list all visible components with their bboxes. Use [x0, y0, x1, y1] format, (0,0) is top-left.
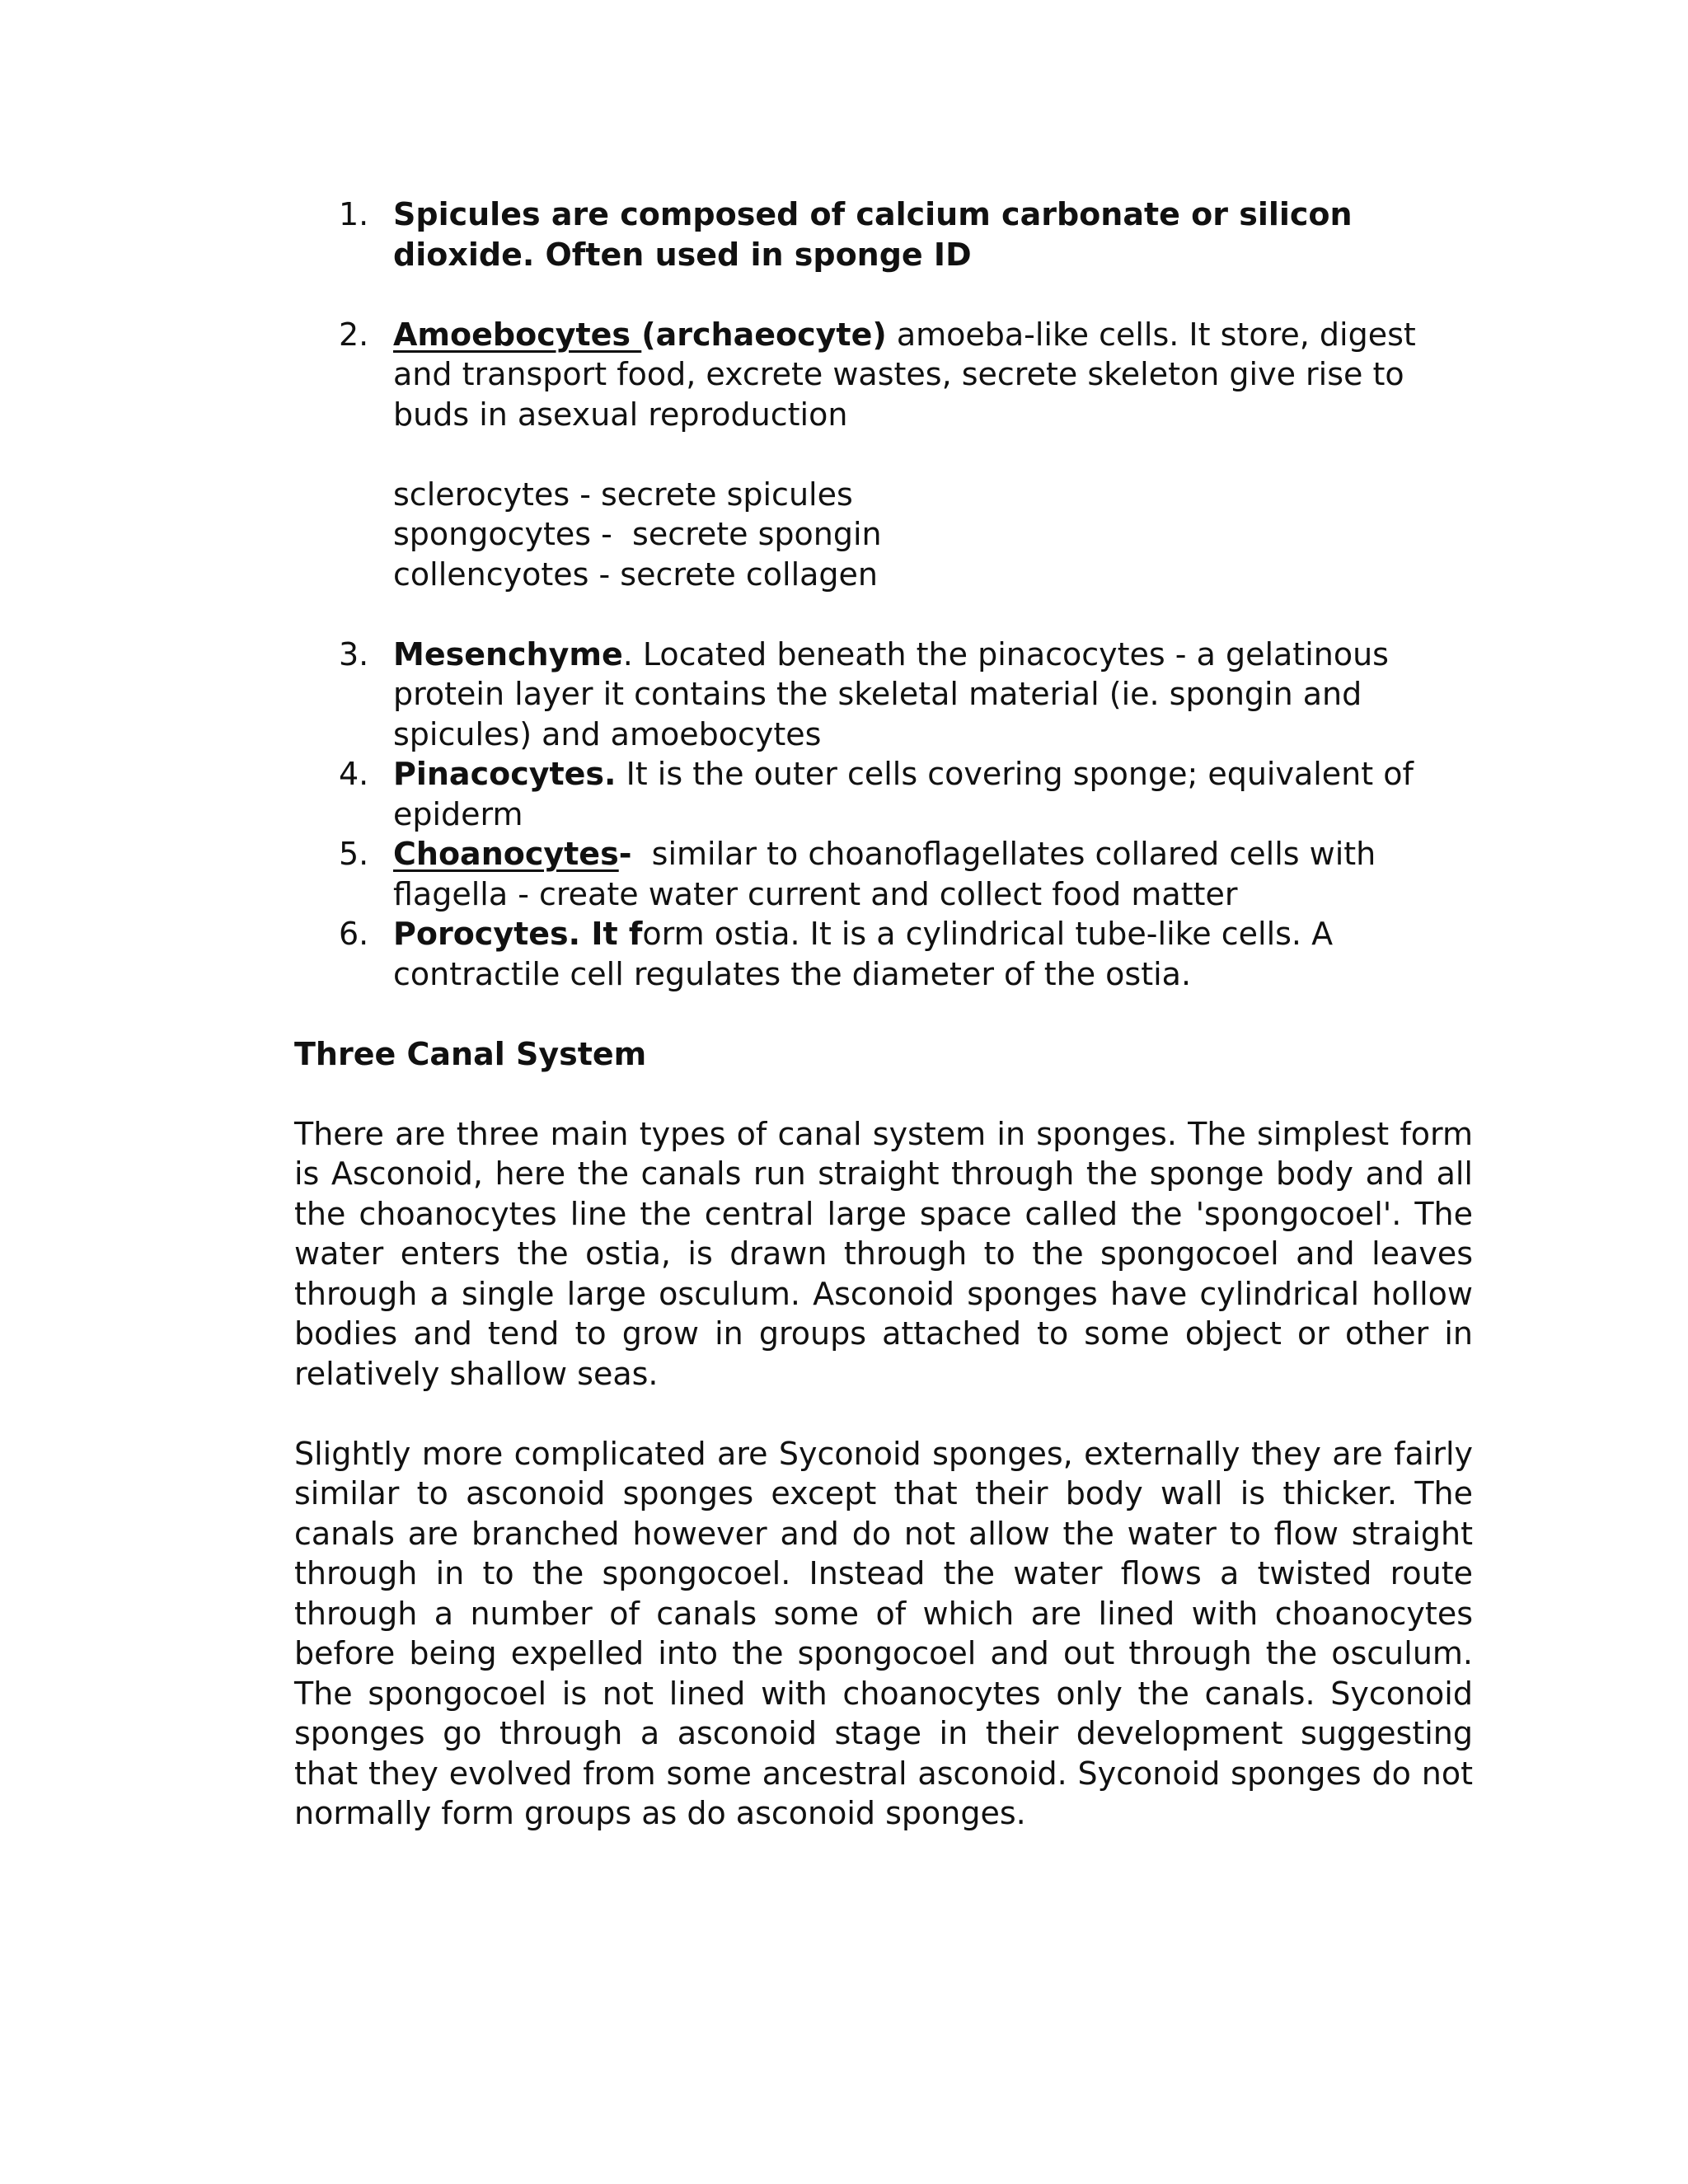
list-item-6 [294, 914, 1473, 994]
list-item-1 [294, 194, 1473, 274]
list-item-text: amoeba-like cells. It store, digest and transport food, excrete wastes, secrete skeleton give rise to buds in asexual reproduction [393, 316, 1416, 433]
term-archaeocyte: (archaeocyte) [641, 316, 887, 353]
term-mesenchyme: Mesenchyme [393, 635, 623, 673]
term-suffix: - [618, 836, 632, 872]
list-item-3 [294, 635, 1473, 755]
paragraph-syconoid: Slightly more complicated are Syconoid sponges, externally they are fairly similar to asconoid sponges except that their body wall is thicker. The canals are branched however and do not allow the water to flow straight through in to the spongocoel. Instead the water flows a twisted route through a number of canals some of which are lined with choanocytes before being expelled into the spongocoel and out through the osculum. The spongocoel is not lined with choanocytes only the canals. Syconoid sponges go through a asconoid stage in their development suggesting that they evolved from some ancestral asconoid. Syconoid sponges do not normally form groups as do asconoid sponges. [294, 1435, 1473, 1831]
list-number: 2. [339, 316, 369, 353]
list-item-text: It is the outer cells covering sponge; equivalent of epiderm [393, 756, 1414, 832]
list-number: 5. [339, 836, 369, 872]
list-item-text: orm ostia. It is a cylindrical tube-like cells. A contractile cell regulates the diameter of the ostia. [393, 916, 1334, 992]
list-number: 4. [339, 756, 369, 792]
cell-types-list [294, 475, 1473, 595]
term-porocytes: Porocytes. It f [393, 916, 643, 952]
numbered-list [294, 194, 1473, 994]
list-number: 1. [339, 196, 369, 232]
document-page [294, 194, 1473, 1834]
term-pinacocytes: Pinacocytes. [393, 756, 617, 792]
term-choanocytes: Choanocytes [393, 836, 619, 872]
sub-item-collencyotes: collencyotes - secrete collagen [393, 555, 879, 593]
sub-item-sclerocytes: sclerocytes - secrete spicules [393, 476, 853, 513]
list-item-text: similar to choanoflagellates collared cells with flagella - create water current and collect food matter [393, 836, 1386, 912]
list-number: 3. [339, 635, 369, 673]
paragraph-asconoid: There are three main types of canal system in sponges. The simplest form is Asconoid, here the canals run straight through the sponge body and all the choanocytes line the central large space called the 'spongocoel'. The water enters the ostia, is drawn through to the spongocoel and leaves through a single large osculum. Asconoid sponges have cylindrical hollow bodies and tend to grow in groups attached to some object or other in relatively shallow seas. [294, 1115, 1473, 1392]
list-item-4 [294, 754, 1473, 834]
term-amoebocytes: Amoebocytes [393, 316, 642, 353]
section-heading: Three Canal System [294, 1035, 647, 1072]
list-number: 6. [339, 916, 369, 952]
list-item-text: Spicules are composed of calcium carbonate or silicon dioxide. Often used in sponge ID [393, 196, 1353, 273]
list-item-2 [294, 315, 1473, 435]
sub-item-spongocytes: spongocytes - secrete spongin [393, 516, 882, 552]
list-item-text: . Located beneath the pinacocytes - a gelatinous protein layer it contains the skeletal material (ie. spongin and spicules) and amoebocytes [393, 635, 1389, 752]
list-item-5 [294, 834, 1473, 914]
